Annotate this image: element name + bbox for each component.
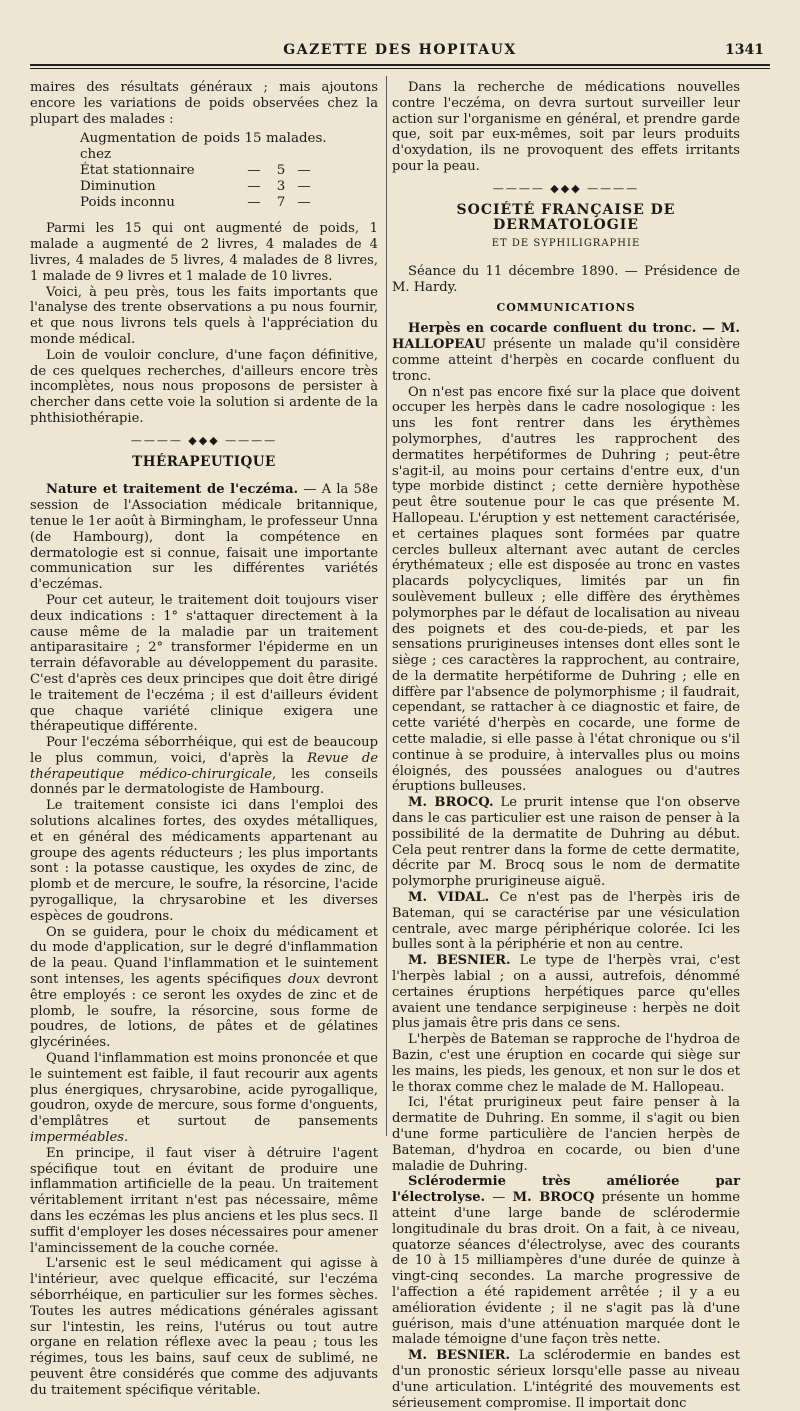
article-title: Nature et traitement de l'eczéma. — [46, 482, 299, 498]
paragraph — [30, 1051, 378, 1146]
paragraph: Ici, l'état prurigineux peut faire penser à la dermatite de Duhring. En somme, il s'agit ou bien d'une forme particulière de l'ancien herpès de Bateman, d'hydroa en cocarde, ou bien d'une maladie de Duhring. — [392, 1095, 740, 1174]
text-run: . — [124, 1130, 129, 1146]
header-rule — [30, 64, 770, 66]
header-rule-thin — [30, 68, 770, 69]
page-number: 1341 — [725, 42, 764, 58]
text-run: Quand l'inflammation est moins prononcée et que le suintement est faible, il faut recourir aux agents plus énergiques, chrysarobine, acide pyrogallique, goudron, oxyde de mercure, sous forme d'onguents, d'emplâtres et surtout de pansements — [30, 1051, 378, 1130]
article-lead — [30, 482, 378, 593]
row-unit: malades. — [266, 131, 327, 147]
table-row — [80, 163, 378, 179]
row-label: État stationnaire — [80, 163, 195, 179]
row-dash: — — [297, 195, 311, 211]
row-label: Diminution — [80, 179, 156, 195]
speaker-name: M. BESNIER. — [408, 953, 511, 969]
text-run: Ce n'est pas de l'herpès iris de Bateman, qui se caractérise par une vésiculation centrale, avec marge périphérique colorée. Ici les bulles sont à la périphérie et non au centre. — [392, 890, 740, 953]
paragraph: En principe, il faut viser à détruire l'agent spécifique tout en évitant de produire une inflammation artificielle de la peau. Un traitement véritablement irritant n'est pas nécessaire, même dans les eczémas les plus anciens et les plus secs. Il suffit d'employer les doses nécessaires pour amener l'amincissement de la couche cornée. — [30, 1145, 378, 1256]
seance-line: Séance du 11 décembre 1890. — Présidence de M. Hardy. — [392, 263, 740, 295]
ornament-divider: ———— ◆◆◆ ———— — [130, 433, 278, 447]
emphasis: doux — [287, 972, 321, 988]
speaker-name: M. BESNIER. — [408, 1348, 511, 1364]
text-run: Le prurit intense que l'on observe dans le cas particulier est une raison de penser à la possibilité de la dermatite de Duhring au début. Cela peut rentrer dans la forme de cette dermatite, décrite par M. Brocq sous le nom de dermatite polymorphe prurigineuse aiguë. — [392, 795, 740, 890]
paragraph: Voici, à peu près, tous les faits importants que l'analyse des trente observations a pu nous fournir, et que nous livrons tels quels à l'appréciation du monde médical. — [30, 284, 378, 347]
speaker-name: M. BROCQ. — [408, 795, 494, 811]
column-separator — [386, 76, 387, 1136]
paragraph — [392, 953, 740, 1032]
right-column — [392, 80, 740, 1411]
paragraph: On n'est pas encore fixé sur la place que doivent occuper les herpès dans le cadre nosologique : les uns les font rentrer dans les érythèmes polymorphes, d'autres les rapprochent des dermatites herpétiformes de Duhring ; peut-être s'agit-il, au moins pour certains d'entre eux, d'un type morbide distinct ; cette dernière hypothèse peut être soutenue pour le cas que présente M. Hallopeau. L'éruption y est nettement caractérisée, et certaines plaques sont formées par quatre cercles bulleux alternant avec autant de cercles érythémateux ; elle est disposée au tronc en vastes placards polycycliques, limités par un fin soulèvement bulleux ; elle diffère des érythèmes polymorphes par le défaut de localisation au niveau des poignets et des cou-de-pieds, et par les sensations prurigineuses intenses dont elles sont le siège ; ces caractères la rapprochent, au contraire, de la dermatite herpétiforme de Duhring ; elle en diffère par l'absence de polymorphisme ; il faudrait, cependant, se rattacher à ce diagnostic et faire, de cette variété d'herpès en cocarde, une forme de cette maladie, si elle passe à l'état chronique ou s'il continue à se produire, à intervalles plus ou moins éloignés, des poussées analogues ou d'autres éruptions bulleuses. — [392, 384, 740, 795]
article-text: présente un malade qu'il considère comme atteint d'herpès en cocarde confluent du tronc. — [392, 337, 740, 384]
table-row — [80, 195, 378, 211]
speaker-name: M. VIDAL. — [408, 890, 490, 906]
paragraph: maires des résultats généraux ; mais ajoutons encore les variations de poids observées chez la plupart des malades : — [30, 80, 378, 127]
paragraph — [392, 1348, 740, 1411]
article-title: Herpès en cocarde confluent du tronc. — [408, 321, 697, 337]
society-subtitle: ET DE SYPHILIGRAPHIE — [491, 238, 641, 250]
emphasis: imperméables — [30, 1130, 125, 1146]
journal-title: GAZETTE DES HOPITAUX — [283, 42, 517, 58]
society-title: SOCIÉTÉ FRANÇAISE DE DERMATOLOGIE — [456, 201, 676, 234]
section-title-therapeutique: THÉRAPEUTIQUE — [132, 453, 276, 470]
paragraph: L'herpès de Bateman se rapproche de l'hydroa de Bazin, c'est une éruption en cocarde qui siège sur les mains, les pieds, les genoux, et non sur le dos et le thorax comme chez le malade de M. Hallopeau. — [392, 1032, 740, 1095]
article-lead — [392, 321, 740, 384]
row-label: Augmentation de poids chez — [80, 131, 240, 163]
row-dash: — — [247, 179, 261, 195]
text-run: On se guidera, pour le choix du médicament et du mode d'application, sur le degré d'inflammation de la peau. Quand l'inflammation et le suintement sont intenses, les agents spécifiques — [30, 924, 378, 988]
table-row — [80, 131, 378, 163]
author-name: M. BROCQ — [512, 1190, 595, 1206]
paragraph — [392, 795, 740, 890]
row-dash: — — [297, 179, 311, 195]
text-run: — — [485, 1190, 513, 1206]
paragraph: L'arsenic est le seul médicament qui agisse à l'intérieur, avec quelque efficacité, sur l'eczéma séborrhéique, en particulier sur les formes sèches. Toutes les autres médications générales agissant sur l'intestin, les reins, l'utérus ou tout autre organe en relation réflexe avec la peau ; tous les régimes, tous les bains, sauf ceux de sublimé, ne peuvent être considérés que comme des adjuvants du traitement spécifique véritable. — [30, 1256, 378, 1398]
article-text: présente un homme atteint d'une large bande de sclérodermie longitudinale du bras droit. On a fait, à ce niveau, quatorze séances d'électrolyse, avec des courants de 10 à 15 milliampères d'une durée de quinze à vingt-cinq secondes. La marche progressive de l'affection a été rapidement arrêtée ; il y a eu amélioration évidente ; il ne s'agit pas là d'une guérison, mais d'une atténuation marquée dont le malade témoigne d'une façon très nette. — [392, 1190, 740, 1348]
paragraph: Pour cet auteur, le traitement doit toujours viser deux indications : 1° s'attaquer directement à la cause même de la maladie par un traitement antiparasitaire ; 2° transformer l'épiderme en un terrain défavorable au développement du parasite. C'est d'après ces deux principes que doit être dirigé le traitement de l'eczéma ; il est d'ailleurs évident que chaque variété clinique exigera une thérapeutique différente. — [30, 592, 378, 735]
text-run: devront être employés : ce seront les oxydes de zinc et de plomb, le soufre, la résorcine, sous forme de poudres, de lotions, de pâtes et de gélatines glycérinées. — [30, 972, 378, 1051]
paragraph — [30, 925, 378, 1051]
paragraph: Le traitement consiste ici dans l'emploi des solutions alcalines fortes, des oxydes métalliques, et en général des médicaments appartenant au groupe des agents réducteurs ; les plus importants sont : la potasse caustique, les oxydes de zinc, de plomb et de mercure, le soufre, la résorcine, l'acide pyrogallique, la chrysarobine et les diverses espèces de goudrons. — [30, 798, 378, 924]
text-run: Le type de l'herpès vrai, c'est l'herpès labial ; on a aussi, autrefois, dénommé certaines éruptions herpétiques parce qu'elles avaient une tendance serpigineuse : herpès ne doit plus jamais être pris dans ce sens. — [392, 953, 740, 1032]
journal-name: Revue de thérapeutique médico-chirurgicale — [30, 750, 378, 782]
row-dash: — — [247, 195, 261, 211]
paragraph — [30, 735, 378, 798]
paragraph: Parmi les 15 qui ont augmenté de poids, 1 malade a augmenté de 2 livres, 4 malades de 4 livres, 4 malades de 5 livres, 4 malades de 8 livres, 1 malade de 9 livres et 1 malade de 10 livres. — [30, 221, 378, 284]
communications-heading: COMMUNICATIONS — [496, 300, 636, 314]
row-label: Poids inconnu — [80, 195, 175, 211]
left-column — [30, 80, 378, 1399]
ornament-divider: ———— ◆◆◆ ———— — [492, 181, 640, 195]
text-run: , les conseils donnés par le dermatologiste de Hambourg. — [30, 766, 378, 798]
paragraph: Loin de vouloir conclure, d'une façon définitive, de ces quelques recherches, d'ailleurs encore très incomplètes, nous nous proposons de persister à chercher dans cette voie la solution si ardente de la phthisiothérapie. — [30, 347, 378, 426]
article-lead — [392, 1174, 740, 1348]
text-run: Pour l'eczéma séborrhéique, qui est de beaucoup le plus commun, voici, d'après la — [30, 735, 378, 766]
article-text: — A la 58e session de l'Association médicale britannique, tenue le 1er août à Birmingham, le professeur Unna (de Hambourg), dont la compétence en dermatologie est si connue, faisait une importante communication sur les différentes variétés d'eczémas. — [30, 482, 378, 593]
row-value: 5 — [276, 163, 286, 179]
page-header — [30, 42, 770, 66]
paragraph — [392, 890, 740, 953]
row-dash: — — [247, 163, 261, 179]
author-name: — M. HALLOPEAU — [392, 321, 740, 353]
table-row — [80, 179, 378, 195]
row-value: 7 — [276, 195, 286, 211]
row-value: 3 — [276, 179, 286, 195]
article-title: Sclérodermie très améliorée par l'électrolyse. — [392, 1174, 740, 1206]
weight-table — [80, 131, 378, 211]
paragraph: Dans la recherche de médications nouvelles contre l'eczéma, on devra surtout surveiller leur action sur l'organisme en général, et prendre garde que, soit par eux-mêmes, soit par leurs produits d'oxydation, ils ne provoquent des effets irritants pour la peau. — [392, 80, 740, 174]
text-run: La sclérodermie en bandes est d'un pronostic sérieux lorsqu'elle passe au niveau d'une articulation. L'intégrité des mouvements est sérieusement compromise. Il importait donc — [392, 1348, 740, 1411]
row-value: 15 — [244, 131, 262, 147]
row-dash: — — [297, 163, 311, 179]
